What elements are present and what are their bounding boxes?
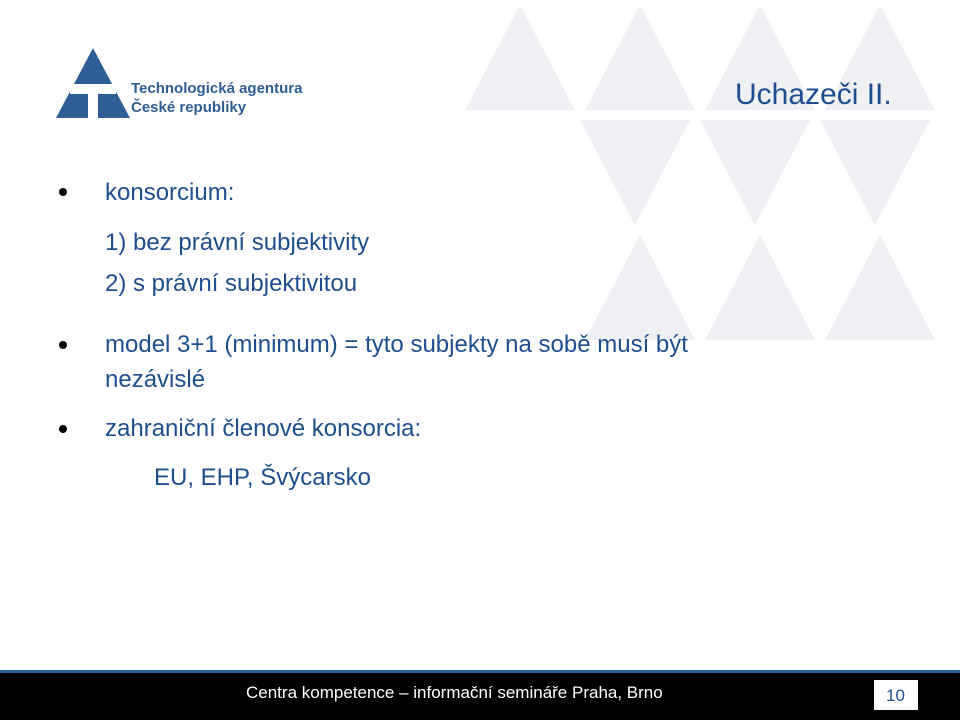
bullet-dot — [59, 188, 67, 196]
bullet-text-konsorcium: konsorcium: — [105, 179, 235, 206]
logo-name-line1: Technologická agentura — [131, 80, 303, 97]
logo-name-line2: České republiky — [131, 99, 247, 116]
footer-divider — [0, 670, 960, 673]
bullet-text-model-cont: nezávislé — [105, 366, 206, 393]
page-number: 10 — [886, 686, 905, 705]
bullet-dot — [59, 341, 67, 349]
bullet-text-zahranicni: zahraniční členové konsorcia: — [105, 415, 422, 442]
sub-item-1: 1) bez právní subjektivity — [105, 229, 370, 256]
bullet-text-model: model 3+1 (minimum) = tyto subjekty na sobě musí být — [105, 331, 688, 358]
footer-text: Centra kompetence – informační semináře Praha, Brno — [246, 683, 663, 702]
sub-item-eu: EU, EHP, Švýcarsko — [154, 464, 371, 491]
bullet-dot — [59, 425, 67, 433]
sub-item-2: 2) s právní subjektivitou — [105, 270, 358, 297]
slide-title: Uchazeči II. — [735, 78, 892, 111]
